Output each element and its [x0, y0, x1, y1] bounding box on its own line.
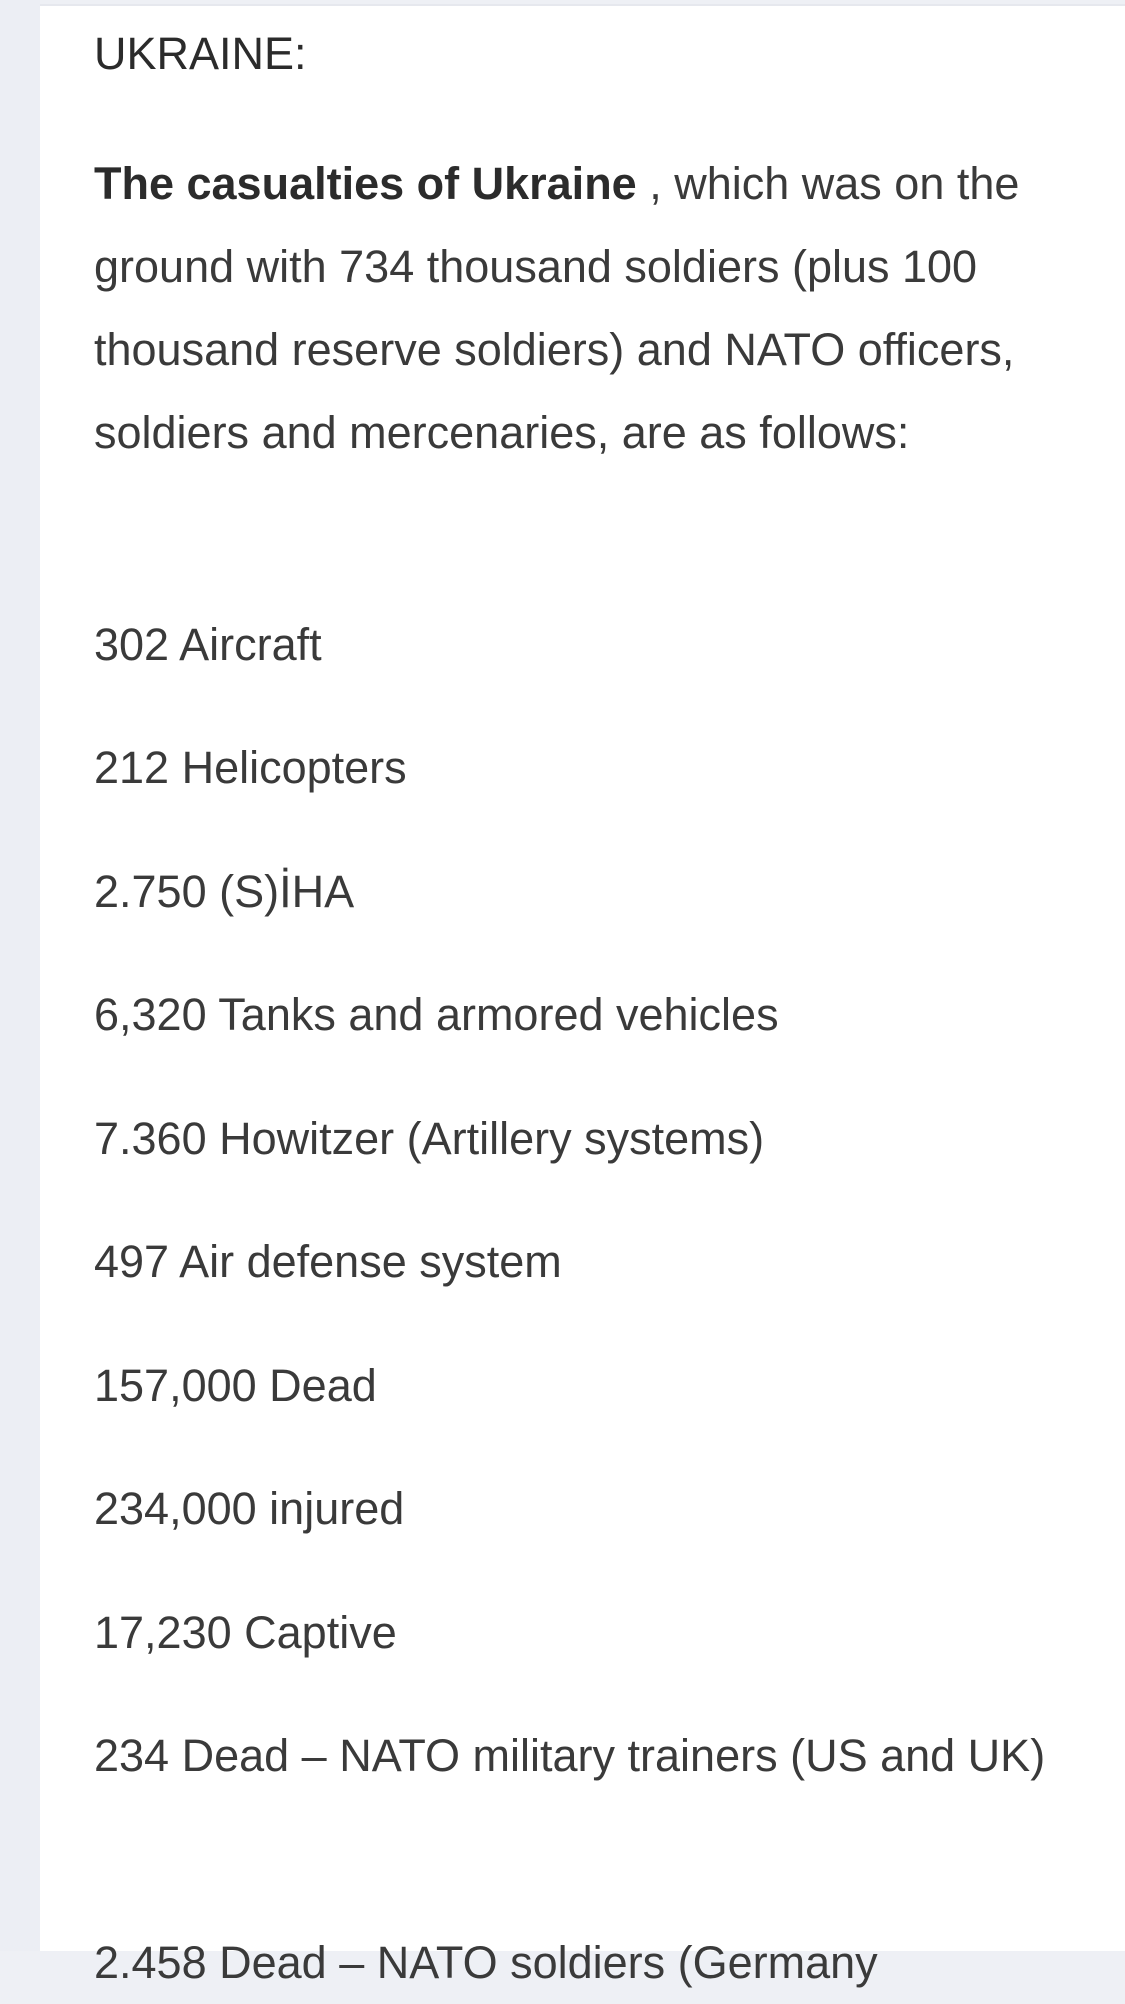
stat-helicopters: 212 Helicopters — [94, 742, 407, 793]
stat-injured: 234,000 injured — [94, 1483, 405, 1534]
article-card — [40, 4, 1125, 1988]
stat-nato-soldiers: 2.458 Dead – NATO soldiers (Germany — [94, 1937, 878, 1988]
stat-siha: 2.750 (S)İHA — [94, 866, 355, 917]
stat-howitzer: 7.360 Howitzer (Artillery systems) — [94, 1113, 765, 1164]
stat-air-defense: 497 Air defense system — [94, 1236, 562, 1287]
intro-paragraph — [94, 142, 1094, 474]
stat-captive: 17,230 Captive — [94, 1607, 397, 1658]
stat-tanks: 6,320 Tanks and armored vehicles — [94, 989, 779, 1040]
stat-aircraft: 302 Aircraft — [94, 619, 322, 670]
intro-text: , which was on the ground with 734 thousand soldiers (plus 100 thousand reserve soldiers) and NATO officers, soldiers and mercenaries, are as follows: — [94, 158, 1020, 458]
intro-bold-text: The casualties of Ukraine — [94, 158, 637, 209]
stat-nato-trainers: 234 Dead – NATO military trainers (US and UK) — [94, 1730, 1046, 1781]
stat-dead: 157,000 Dead — [94, 1360, 377, 1411]
article-heading: UKRAINE: — [94, 28, 307, 79]
left-gutter — [0, 0, 40, 1951]
